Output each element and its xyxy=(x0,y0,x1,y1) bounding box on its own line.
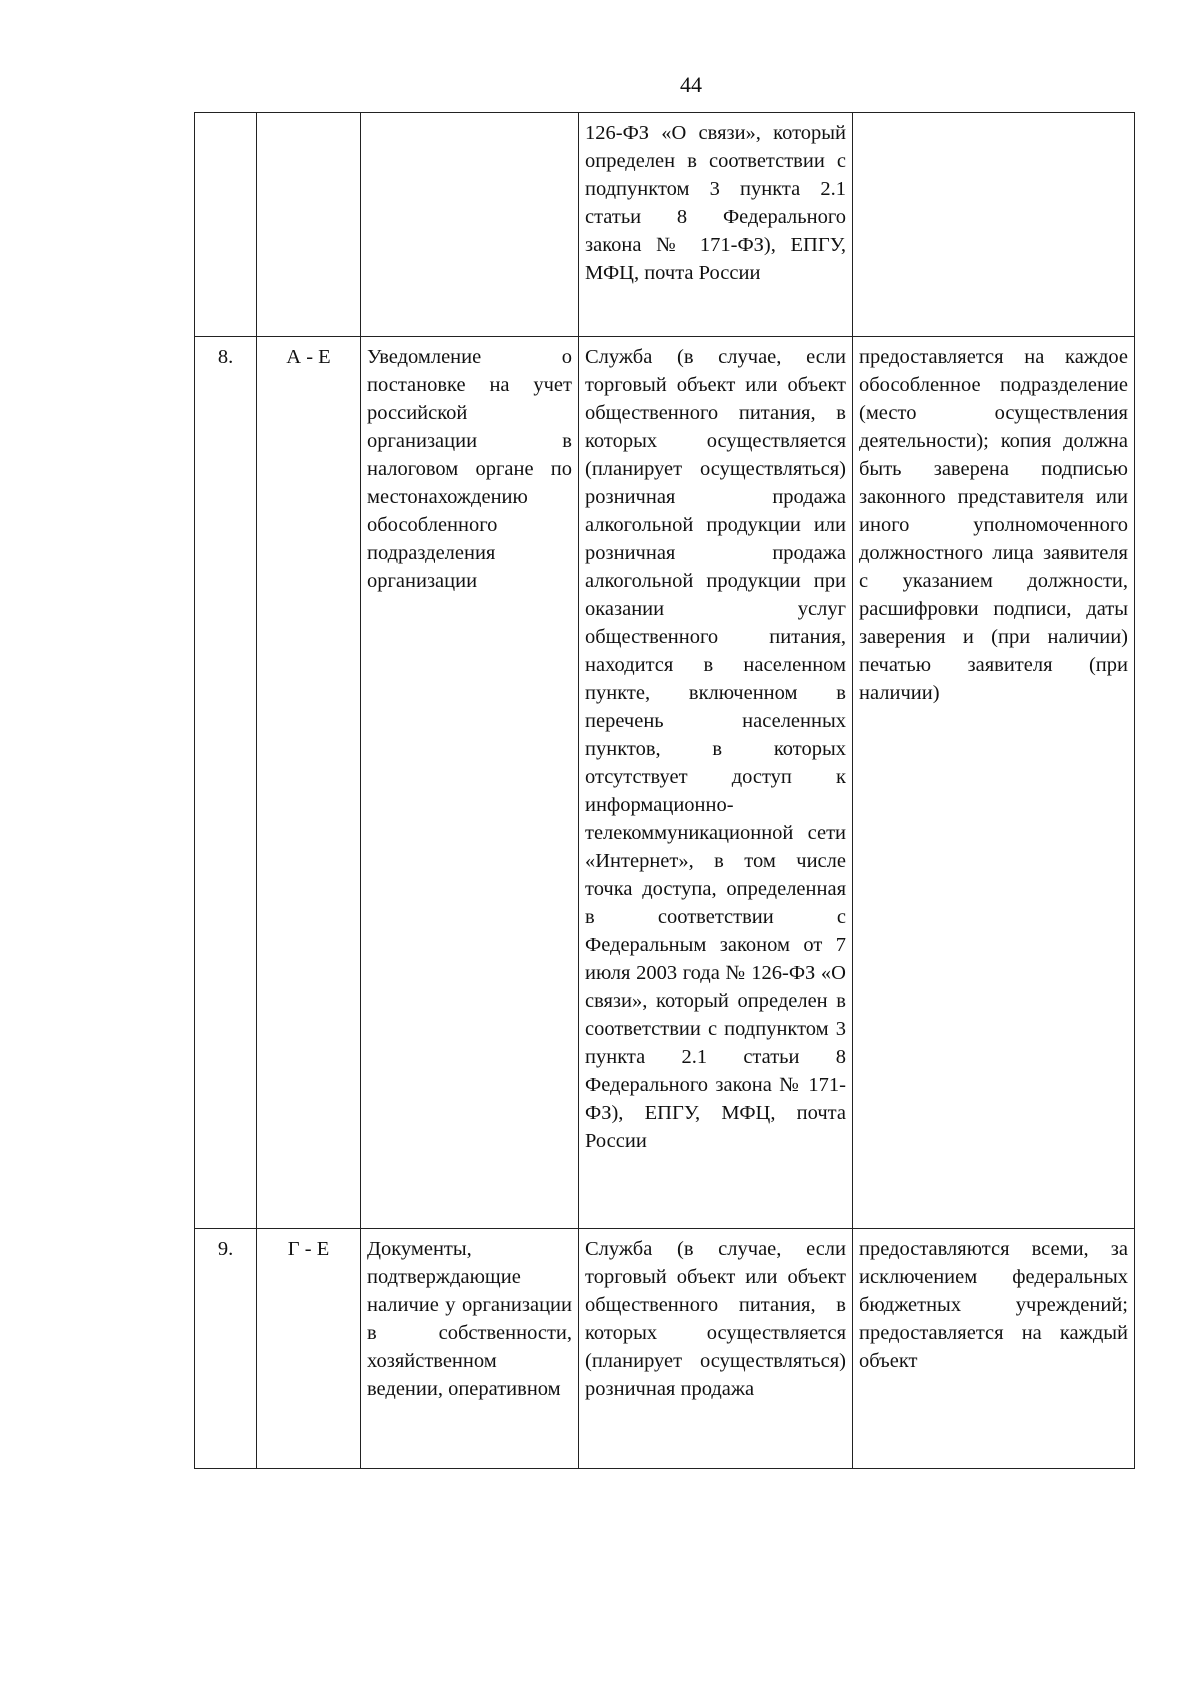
table-row xyxy=(195,337,1135,1229)
table-row xyxy=(195,1229,1135,1469)
row-number-cell xyxy=(195,113,257,337)
category-cell: А - Е xyxy=(257,337,361,1229)
document-cell: Документы, подтверждающие наличие у организации в собственности, хозяйственном ведении, оперативном xyxy=(361,1229,579,1469)
row-number-cell: 8. xyxy=(195,337,257,1229)
submission-place-cell: 126-ФЗ «О связи», который определен в соответствии с подпунктом 3 пункта 2.1 статьи 8 Федерального закона № 171-ФЗ), ЕПГУ, МФЦ, почта России xyxy=(579,113,853,337)
row-number-cell: 9. xyxy=(195,1229,257,1469)
document-cell xyxy=(361,113,579,337)
category-cell xyxy=(257,113,361,337)
category-cell: Г - Е xyxy=(257,1229,361,1469)
document-table xyxy=(194,112,1135,1469)
document-cell: Уведомление о постановке на учет российской организации в налоговом органе по местонахождению обособленного подразделения организации xyxy=(361,337,579,1229)
submission-place-cell: Служба (в случае, если торговый объект или объект общественного питания, в которых осуществляется (планирует осуществляться) розничная продажа xyxy=(579,1229,853,1469)
page-number: 44 xyxy=(680,72,702,97)
submission-place-cell: Служба (в случае, если торговый объект или объект общественного питания, в которых осуществляется (планирует осуществляться) розничная продажа алкогольной продукции или розничная продажа алкогольной продукции при оказании услуг общественного питания, находится в населенном пункте, включенном в перечень населенных пунктов, в которых отсутствует доступ к информационно-телекоммуникационной сети «Интернет», в том числе точка доступа, определенная в соответствии с Федеральным законом от 7 июля 2003 года № 126-ФЗ «О связи», который определен в соответствии с подпунктом 3 пункта 2.1 статьи 8 Федерального закона № 171-ФЗ), ЕПГУ, МФЦ, почта России xyxy=(579,337,853,1229)
table-row xyxy=(195,113,1135,337)
note-cell: предоставляется на каждое обособленное подразделение (место осуществления деятельности); копия должна быть заверена подписью законного представителя или иного уполномоченного должностного лица заявителя с указанием должности, расшифровки подписи, даты заверения и (при наличии) печатью заявителя (при наличии) xyxy=(853,337,1135,1229)
note-cell xyxy=(853,113,1135,337)
note-cell: предоставляются всеми, за исключением федеральных бюджетных учреждений; предоставляется на каждый объект xyxy=(853,1229,1135,1469)
